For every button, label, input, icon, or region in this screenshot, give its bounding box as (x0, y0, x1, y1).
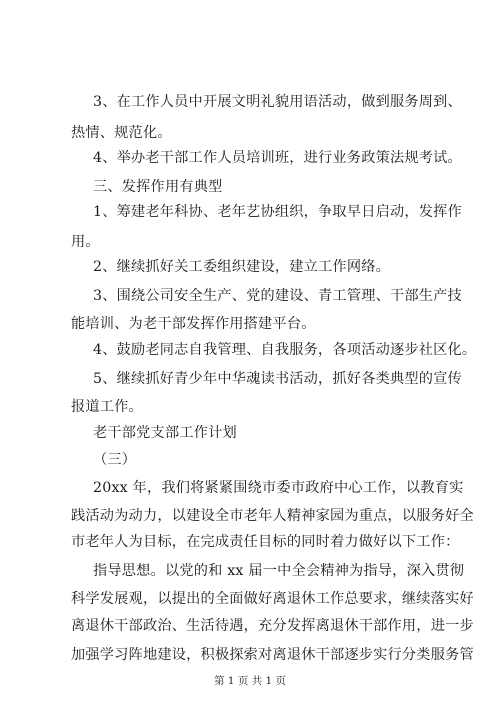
text-line: 报道工作。 (71, 399, 143, 415)
section-heading: 三、发挥作用有典型 (93, 179, 223, 195)
section-number: （三） (93, 452, 137, 468)
text-line: 4、鼓励老同志自我管理、自我服务，各项活动逐步社区化。 (93, 342, 477, 358)
text-line: 3、围绕公司安全生产、党的建设、青工管理、干部生产技 (93, 288, 462, 304)
text-line: 科学发展观，以提出的全面做好离退休工作总要求，继续落实好 (71, 591, 474, 607)
text-line: 2、继续抓好关工委组织建设，建立工作网络。 (93, 259, 390, 275)
text-line: 能培训、为老干部发挥作用搭建平台。 (71, 316, 316, 332)
text-line: 热情、规范化。 (71, 125, 172, 141)
text-line: 离退休干部政治、生活待遇，充分发挥离退休干部作用，进一步 (71, 618, 474, 634)
text-line: 用。 (71, 234, 100, 250)
text-line: 4、举办老干部工作人员培训班，进行业务政策法规考试。 (93, 150, 462, 166)
document-title: 老干部党支部工作计划 (93, 425, 237, 441)
text-line: 5、继续抓好青少年中华魂读书活动，抓好各类典型的宣传 (93, 371, 462, 387)
text-line: 3、在工作人员中开展文明礼貌用语活动，做到服务周到、 (93, 94, 462, 110)
text-line: 市老年人为目标，在完成责任目标的同时着力做好以下工作： (71, 534, 460, 550)
page-footer: 第 1 页 共 1 页 (213, 675, 287, 687)
text-line: 1、筹建老年科协、老年艺协组织，争取早日启动，发挥作 (93, 204, 462, 220)
text-line: 20xx 年，我们将紧紧围绕市委市政府中心工作，以教育实 (93, 480, 464, 496)
text-line: 加强学习阵地建设，积极探索对离退休干部逐步实行分类服务管 (71, 647, 474, 663)
text-line: 践活动为动力，以建设全市老年人精神家园为重点，以服务好全 (71, 508, 474, 524)
text-line: 指导思想。以党的和 xx 届一中全会精神为指导，深入贯彻 (93, 563, 465, 579)
